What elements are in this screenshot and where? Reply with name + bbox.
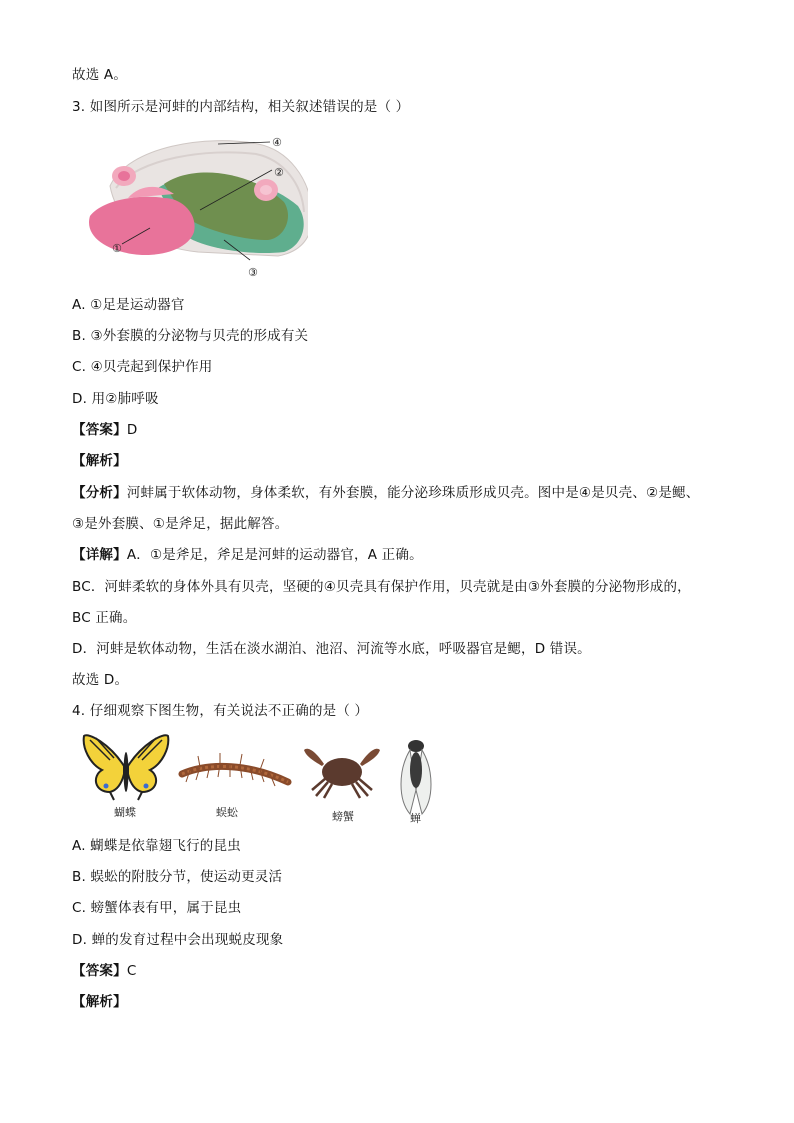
label-2: ②: [274, 166, 284, 179]
answer-tag: 【答案】: [72, 963, 127, 979]
caption-centipede: 蜈蚣: [216, 806, 238, 819]
label-4: ④: [272, 136, 282, 149]
option-c: C. 螃蟹体表有甲，属于昆虫: [72, 900, 242, 916]
option-a: A. 蝴蝶是依靠翅飞行的昆虫: [72, 838, 241, 854]
crab-image: [304, 749, 380, 798]
option-d: D. 蝉的发育过程中会出现蜕皮现象: [72, 932, 284, 948]
option-d: D. 用②肺呼吸: [72, 391, 159, 407]
detail-line-3: BC 正确。: [72, 610, 137, 626]
butterfly-image: [84, 735, 169, 800]
answer-value: D: [126, 422, 138, 438]
mussel-figure: [88, 128, 308, 286]
analysis-line-1: [72, 484, 699, 502]
question-3: 3. 如图所示是河蚌的内部结构，相关叙述错误的是（ ）: [72, 99, 410, 115]
detail-line-2: BC．河蚌柔软的身体外具有贝壳，坚硬的④贝壳具有保护作用，贝壳就是由③外套膜的分泌物形成的，: [72, 579, 691, 595]
animals-figure: [80, 730, 444, 830]
mussel-foot: [89, 197, 195, 255]
detail-line-1: [72, 546, 423, 564]
option-b: B. ③外套膜的分泌物与贝壳的形成有关: [72, 328, 309, 344]
label-3: ③: [248, 266, 258, 279]
detail-line-4: D．河蚌是软体动物，生活在淡水湖泊、池沼、河流等水底，呼吸器官是鳃，D 错误。: [72, 641, 591, 657]
analysis-heading: 【解析】: [72, 453, 127, 469]
caption-crab: 螃蟹: [332, 810, 354, 823]
detail-tag: 【详解】: [72, 547, 127, 563]
text-line: 故选 D。: [72, 672, 129, 688]
caption-butterfly: 蝴蝶: [114, 806, 136, 819]
answer-value: C: [126, 963, 137, 979]
answer-4: [72, 962, 136, 980]
option-b: B. 蜈蚣的附肢分节，使运动更灵活: [72, 869, 283, 885]
cicada-image: [401, 740, 431, 814]
answer-3: [72, 421, 137, 439]
analysis-text: 河蚌属于软体动物，身体柔软，有外套膜，能分泌珍珠质形成贝壳。图中是④是贝壳、②是鳃、: [126, 485, 700, 501]
analysis-tag: 【分析】: [72, 485, 127, 501]
caption-cicada: 蝉: [410, 812, 421, 825]
centipede-image: [182, 753, 288, 786]
answer-tag: 【答案】: [72, 422, 127, 438]
detail-text: A．①是斧足，斧足是河蚌的运动器官，A 正确。: [126, 547, 423, 563]
text-line: 故选 A。: [72, 67, 128, 83]
option-a: A. ①足是运动器官: [72, 297, 185, 313]
question-4: 4. 仔细观察下图生物，有关说法不正确的是（ ）: [72, 703, 369, 719]
analysis-heading: 【解析】: [72, 994, 127, 1010]
label-1: ①: [112, 242, 122, 255]
option-c: C. ④贝壳起到保护作用: [72, 359, 213, 375]
analysis-line-2: ③是外套膜、①是斧足，据此解答。: [72, 516, 289, 532]
